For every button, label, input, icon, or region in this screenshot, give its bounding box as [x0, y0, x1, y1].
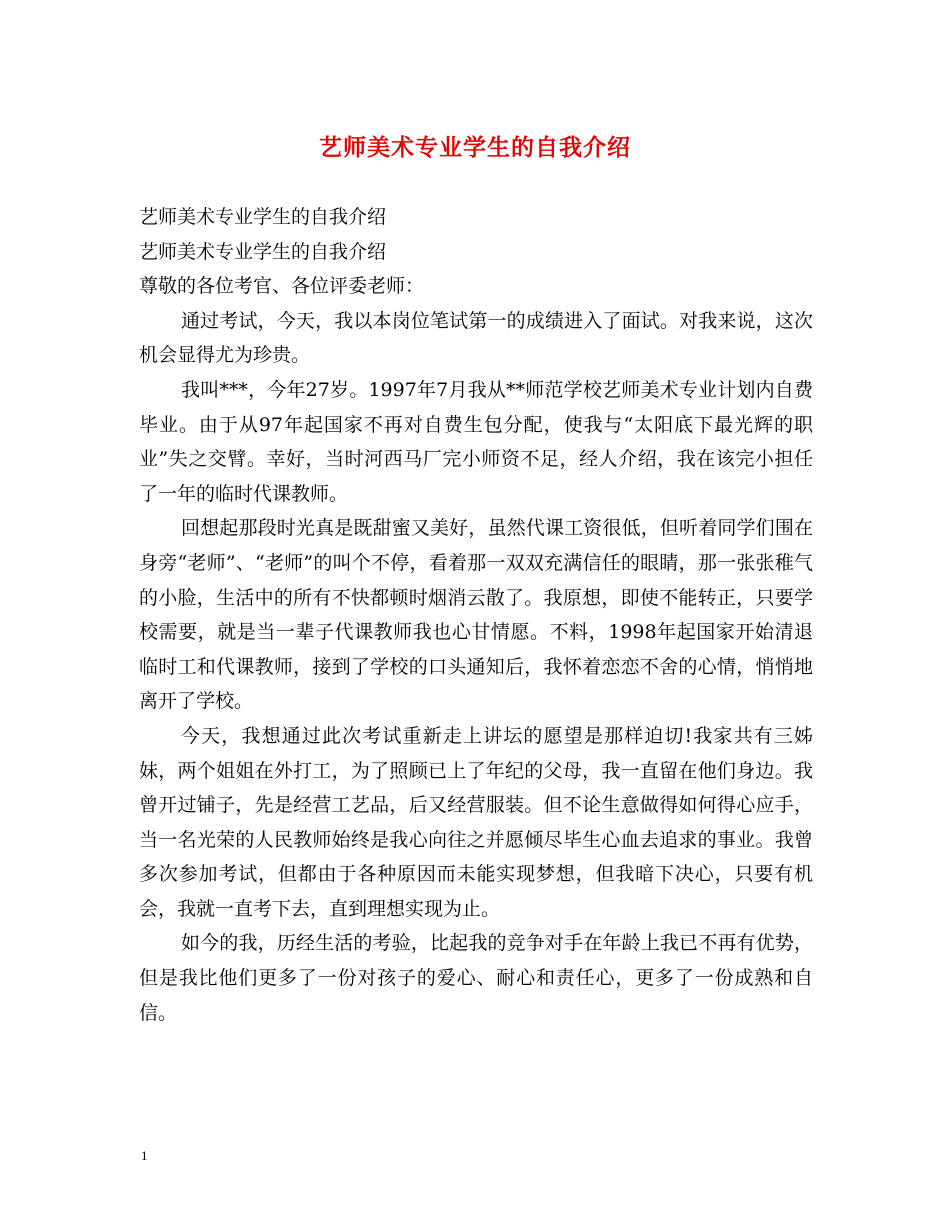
paragraph: 如今的我，历经生活的考验，比起我的竞争对手在年龄上我已不再有优势，但是我比他们更多了一份对孩子的爱心、耐心和责任心，更多了一份成熟和自信。 — [139, 932, 813, 1024]
paragraph: 我叫***，今年27岁。1997年7月我从**师范学校艺师美术专业计划内自费毕业。由于从97年起国家不再对自费生包分配，使我与“太阳底下最光辉的职业”失之交臂。幸好，当时河西马厂完小师资不足，经人介绍，我在该完小担任了一年的临时代课教师。 — [139, 378, 813, 505]
heading-line: 艺师美术专业学生的自我介绍 — [139, 206, 387, 228]
salutation-line: 尊敬的各位考官、各位评委老师： — [139, 275, 425, 298]
document-title: 艺师美术专业学生的自我介绍 — [319, 134, 631, 161]
document-body — [139, 200, 813, 1030]
paragraph: 回想起那段时光真是既甜蜜又美好，虽然代课工资很低，但听着同学们围在身旁“老师”、“老师”的叫个不停，看着那一双双充满信任的眼睛，那一张张稚气的小脸，生活中的所有不快都顿时烟消云散了。我原想，即使不能转正，只要学校需要，就是当一辈子代课教师我也心甘情愿。不料，1998年起国家开始清退临时工和代课教师，接到了学校的口头通知后，我怀着恋恋不舍的心情，悄悄地离开了学校。 — [139, 517, 813, 713]
paragraph: 今天，我想通过此次考试重新走上讲坛的愿望是那样迫切!我家共有三姊妹，两个姐姐在外打工，为了照顾已上了年纪的父母，我一直留在他们身边。我曾开过铺子，先是经营工艺品，后又经营服装。但不论生意做得如何得心应手，当一名光荣的人民教师始终是我心向往之并愿倾尽毕生心血去追求的事业。我曾多次参加考试，但都由于各种原因而未能实现梦想，但我暗下决心，只要有机会，我就一直考下去，直到理想实现为止。 — [139, 724, 813, 920]
page-number: 1 — [141, 1148, 148, 1163]
heading-line: 艺师美术专业学生的自我介绍 — [139, 240, 387, 263]
paragraph: 通过考试，今天，我以本岗位笔试第一的成绩进入了面试。对我来说，这次机会显得尤为珍贵。 — [139, 309, 813, 367]
